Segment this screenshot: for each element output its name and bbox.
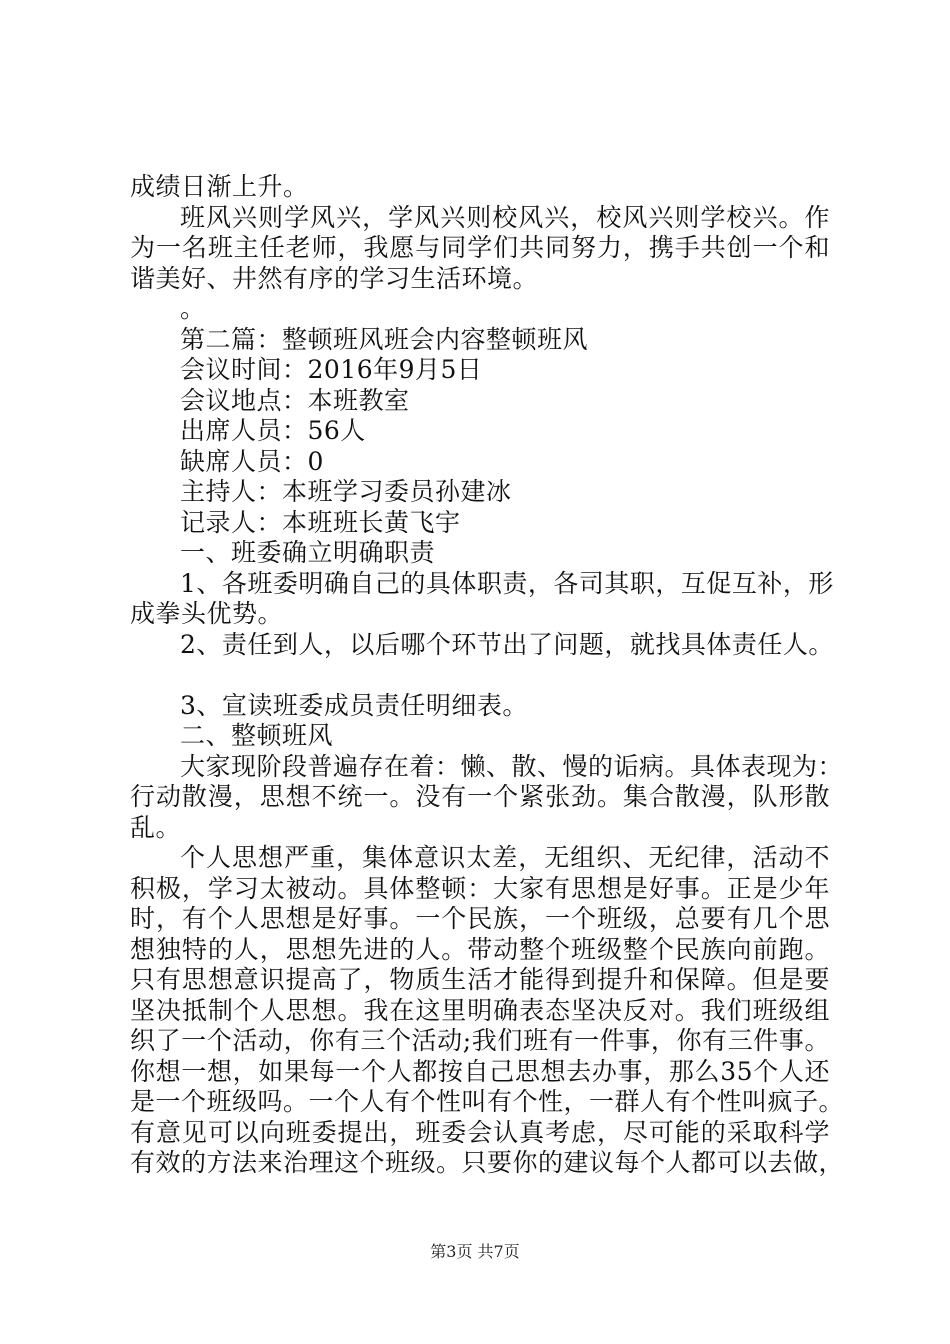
text-line: 积极，学习太被动。具体整顿：大家有思想是好事。正是少年 xyxy=(130,873,830,903)
text-line: 。 xyxy=(180,294,206,323)
text-line: 织了一个活动，你有三个活动;我们班有一件事，你有三件事。 xyxy=(130,1026,830,1055)
text-line: 1、各班委明确自己的具体职责，各司其职，互促互补，形 xyxy=(180,568,834,598)
text-line: 为一名班主任老师，我愿与同学们共同努力，携手共创一个和 xyxy=(130,233,830,262)
text-line: 一、班委确立明确职责 xyxy=(180,538,436,567)
text-line: 你想一想，如果每一个人都按自己思想去办事，那么35个人还 xyxy=(130,1056,830,1086)
text-line: 2、责任到人，以后哪个环节出了问题，就找具体责任人。 xyxy=(180,629,834,659)
text-line: 缺席人员：0 xyxy=(180,446,324,476)
text-line: 坚决抵制个人思想。我在这里明确表态坚决反对。我们班级组 xyxy=(130,995,830,1025)
text-line: 只有思想意识提高了，物质生活才能得到提升和保障。但是要 xyxy=(130,965,830,994)
text-line: 成拳头优势。 xyxy=(130,599,284,628)
text-line: 出席人员：56人 xyxy=(180,416,366,445)
text-line: 乱。 xyxy=(130,812,182,842)
blank-line xyxy=(130,660,830,691)
text-line: 3、宣读班委成员责任明细表。 xyxy=(180,690,528,720)
text-line: 二、整顿班风 xyxy=(180,721,334,750)
text-line: 个人思想严重，集体意识太差，无组织、无纪律，活动不 xyxy=(180,843,830,872)
text-line: 会议时间：2016年9月5日 xyxy=(180,355,483,384)
text-line: 是一个班级吗。一个人有个性叫有个性，一群人有个性叫疯子。 xyxy=(130,1087,845,1116)
document-body xyxy=(130,172,845,1179)
text-line: 行动散漫，思想不统一。没有一个紧张劲。集合散漫，队形散 xyxy=(130,782,830,811)
text-line: 想独特的人，思想先进的人。带动整个班级整个民族向前跑。 xyxy=(130,934,830,964)
text-line: 班风兴则学风兴，学风兴则校风兴，校风兴则学校兴。作 xyxy=(180,202,830,232)
text-line: 时，有个人思想是好事。一个民族，一个班级，总要有几个思 xyxy=(130,904,830,933)
text-line: 有意见可以向班委提出，班委会认真考虑，尽可能的采取科学 xyxy=(130,1117,830,1147)
text-line: 成绩日渐上升。 xyxy=(130,172,309,201)
text-line: 大家现阶段普遍存在着：懒、散、慢的诟病。具体表现为： xyxy=(180,751,844,781)
text-line: 记录人：本班班长黄飞宇 xyxy=(180,507,461,537)
text-line: 会议地点：本班教室 xyxy=(180,385,410,415)
text-line: 谐美好、井然有序的学习生活环境。 xyxy=(130,263,539,293)
text-line: 有效的方法来治理这个班级。只要你的建议每个人都可以去做， xyxy=(130,1148,845,1177)
text-line: 第二篇：整顿班风班会内容整顿班风 xyxy=(180,324,589,354)
text-line: 主持人：本班学习委员孙建冰 xyxy=(180,477,512,506)
page-footer: 第3页 共7页 xyxy=(430,1242,520,1261)
